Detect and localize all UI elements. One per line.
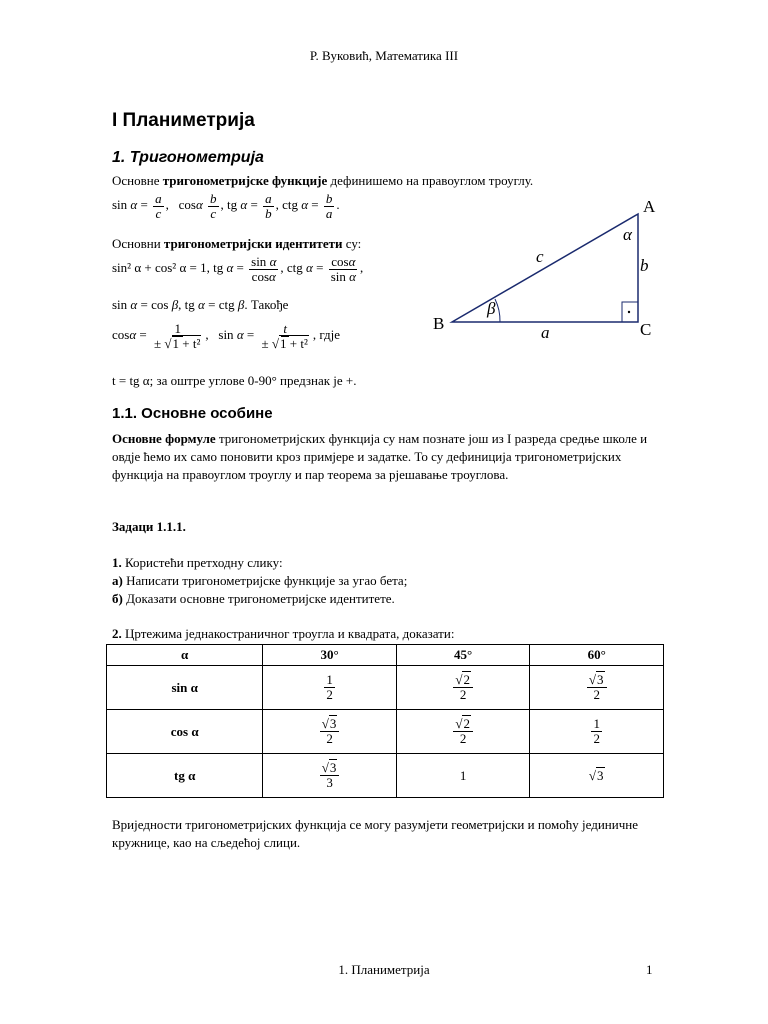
identity-line-2: sin α = cos β, tg α = ctg β. Такође (112, 297, 289, 312)
right-triangle-figure (425, 190, 665, 340)
intro-line: Основне тригонометријске функције дефинишемо на правоуглом троуглу. (112, 173, 534, 188)
task-1a: а) Написати тригонометријске функције за угао бета; (112, 573, 408, 588)
table-cell: $\frac{√3}{2}$ (530, 666, 664, 710)
table-cell: $\frac{1}{2}$ (263, 666, 397, 710)
vertex-A-label: A (643, 197, 656, 216)
row-label: tg α (107, 754, 263, 798)
table-header-row (107, 645, 664, 666)
header-60: 60° (530, 645, 664, 666)
vertex-B-label: B (433, 314, 445, 333)
header-45: 45° (396, 645, 530, 666)
table-cell: $\frac{√2}{2}$ (396, 666, 530, 710)
closing-paragraph: Вриједности тригонометријских функција се могу разумјети геометријски и помоћу јединичне кружнице, као на сљедећој слици. (112, 817, 638, 850)
subsection-title: 1.1. Основне особине (112, 405, 273, 422)
table-cell: $\frac{√3}{2}$ (263, 710, 397, 754)
chapter-title: I Планиметрија (112, 110, 255, 131)
header-angle: α (107, 645, 263, 666)
task-1b: б) Доказати основне тригонометријске идентитете. (112, 591, 395, 606)
row-label: cos α (107, 710, 263, 754)
table-cell: 1 (396, 754, 530, 798)
table-row (107, 754, 664, 798)
angle-beta-label: β (487, 299, 496, 318)
basic-formulas-paragraph: Основне формуле тригонометријских функција су нам познате још из I разреда средње школе и овдје ћемо их само поновити кроз примјере и задатке. То су дефиниција тригонометријских функција на правоуглом троуглу и пар теорема за рјешавање троуглова. (112, 431, 648, 482)
trig-values-table (106, 644, 664, 798)
table-row (107, 666, 664, 710)
task-2: 2. Цртежима једнакостраничног троугла и квадрата, доказати: (112, 626, 455, 641)
page-number: 1 (646, 962, 653, 977)
side-c-label: c (536, 247, 544, 266)
beta-arc (495, 299, 500, 322)
table-row (107, 710, 664, 754)
page-header: Р. Вуковић, Математика III (309, 48, 459, 63)
task-1: 1. Користећи претходну слику: (112, 555, 283, 570)
identities-intro: Основни тригонометријски идентитети су: (112, 236, 362, 251)
identity-line-3: cosα = $\frac{1}{\text{± √1 + t²}}$ , sin α = $\frac{t}{\text{± √1 + t²}}$ , гдје (112, 321, 341, 351)
vertex-C-label: C (640, 320, 652, 339)
side-b-label: b (640, 256, 649, 275)
footer-chapter: 1. Планиметрија (338, 962, 430, 977)
identity-line-1: sin² α + cos² α = 1, tg α = $\frac{\text{sin α}}{\cos\alpha}$ , ctg α = $\frac{\cos\alpha}{\text{sin α}}$ , (112, 254, 364, 284)
table-cell: √3 (530, 754, 664, 798)
table-cell: $\frac{√3}{3}$ (263, 754, 397, 798)
angle-alpha-label: α (623, 225, 632, 244)
section-title: 1. Тригонометрија (112, 149, 264, 166)
definitions-formula: sin α = $\frac{a}{c}$ , cosα $\frac{b}{c}$ , tg α = $\frac{a}{b}$ , ctg α = $\frac{b}{a}$ . (112, 191, 340, 221)
table-cell: $\frac{1}{2}$ (530, 710, 664, 754)
row-label: sin α (107, 666, 263, 710)
header-30: 30° (263, 645, 397, 666)
tasks-title: Задаци 1.1.1. (112, 519, 186, 534)
side-a-label: a (541, 323, 550, 340)
t-definition-line: t = tg α; за оштре углове 0-90° предзнак је +. (112, 373, 357, 388)
table-cell: $\frac{√2}{2}$ (396, 710, 530, 754)
triangle-shape (452, 214, 638, 322)
